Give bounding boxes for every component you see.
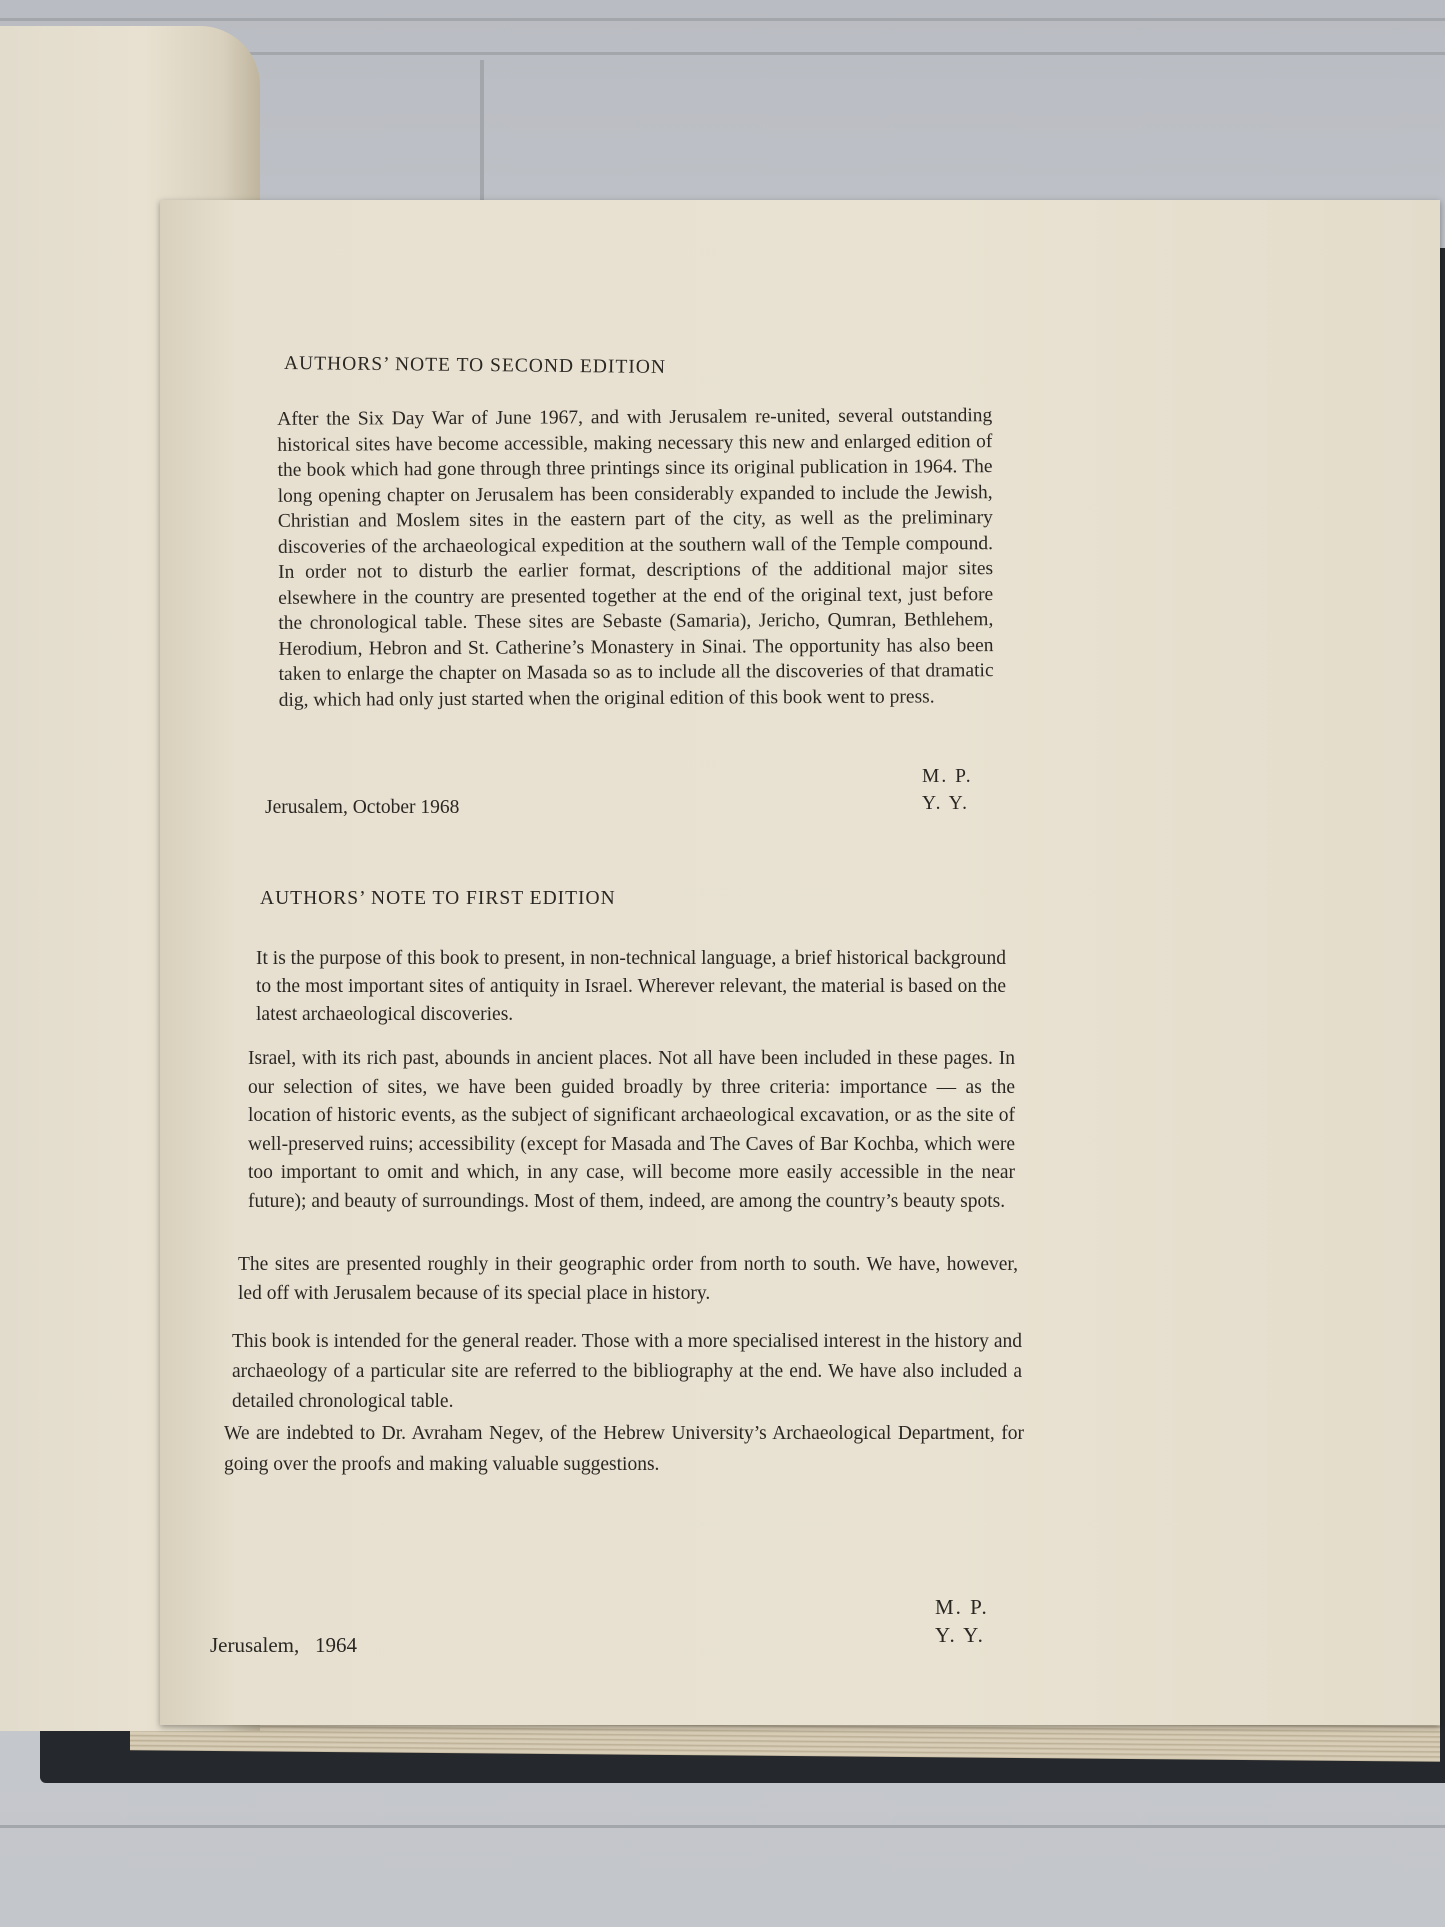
brick-mortar-line (0, 1825, 1445, 1828)
second-edition-initials (922, 763, 973, 817)
first-edition-paragraph-1: It is the purpose of this book to present, in non-technical language, a brief historical background to the most important sites of antiquity in Israel. Wherever relevant, the material is based on the latest archaeological discoveries. (256, 948, 1006, 1025)
first-edition-place-date: Jerusalem, 1964 (210, 1633, 357, 1657)
initials-line: Y. Y. (935, 1623, 985, 1647)
first-edition-paragraph-2: Israel, with its rich past, abounds in ancient places. Not all have been included in these pages. In our selection of sites, we have been guided broadly by three criteria: importance — as the location of historic events, as the subject of significant archaeological excavation, or as the site of well-preserved ruins; accessibility (except for Masada and The Caves of Bar Kochba, which were too important to omit and which, in any case, will become more easily accessible in the near future); and beauty of surroundings. Most of them, indeed, are among the country’s beauty spots. (248, 1048, 1015, 1212)
first-edition-heading: AUTHORS’ NOTE TO FIRST EDITION (260, 888, 616, 909)
first-edition-initials (935, 1593, 989, 1649)
second-edition-paragraph: After the Six Day War of June 1967, and with Jerusalem re-united, several outstanding historical sites have become accessible, making necessary this new and enlarged edition of the book which had gone through three printings since its original publication in 1964. The long opening chapter on Jerusalem has been considerably expanded to include the Jewish, Christian and Moslem sites in the eastern part of the city, as well as the preliminary discoveries of the archaeological expedition at the southern wall of the Temple compound. In order not to disturb the earlier format, descriptions of the additional major sites elsewhere in the country are presented together at the end of the original text, just before the chronological table. These sites are Sebaste (Samaria), Jericho, Qumran, Bethlehem, Herodium, Hebron and St. Catherine’s Monastery in Sinai. The opportunity has also been taken to enlarge the chapter on Masada so as to include all the discoveries of that dramatic dig, which had only just started when the original edition of this book went to press. (277, 405, 994, 711)
first-edition-paragraph-3: The sites are presented roughly in their geographic order from north to south. We have, however, led off with Jerusalem because of its special place in history. (238, 1254, 1018, 1304)
initials-line: M. P. (922, 766, 973, 787)
initials-line: M. P. (935, 1595, 989, 1619)
first-edition-paragraph-5: We are indebted to Dr. Avraham Negev, of the Hebrew University’s Archaeological Department, for going over the proofs and making valuable suggestions. (224, 1423, 1024, 1475)
brick-mortar-line (0, 18, 1445, 21)
brick-mortar-line (480, 60, 484, 200)
second-edition-heading: AUTHORS’ NOTE TO SECOND EDITION (283, 353, 667, 378)
first-edition-paragraph-4: This book is intended for the general reader. Those with a more specialised interest in the history and archaeology of a particular site are referred to the bibliography at the end. We have also included a detailed chronological table. (232, 1331, 1022, 1412)
initials-line: Y. Y. (922, 793, 970, 814)
second-edition-place-date: Jerusalem, October 1968 (265, 797, 460, 818)
right-page (160, 200, 1440, 1725)
